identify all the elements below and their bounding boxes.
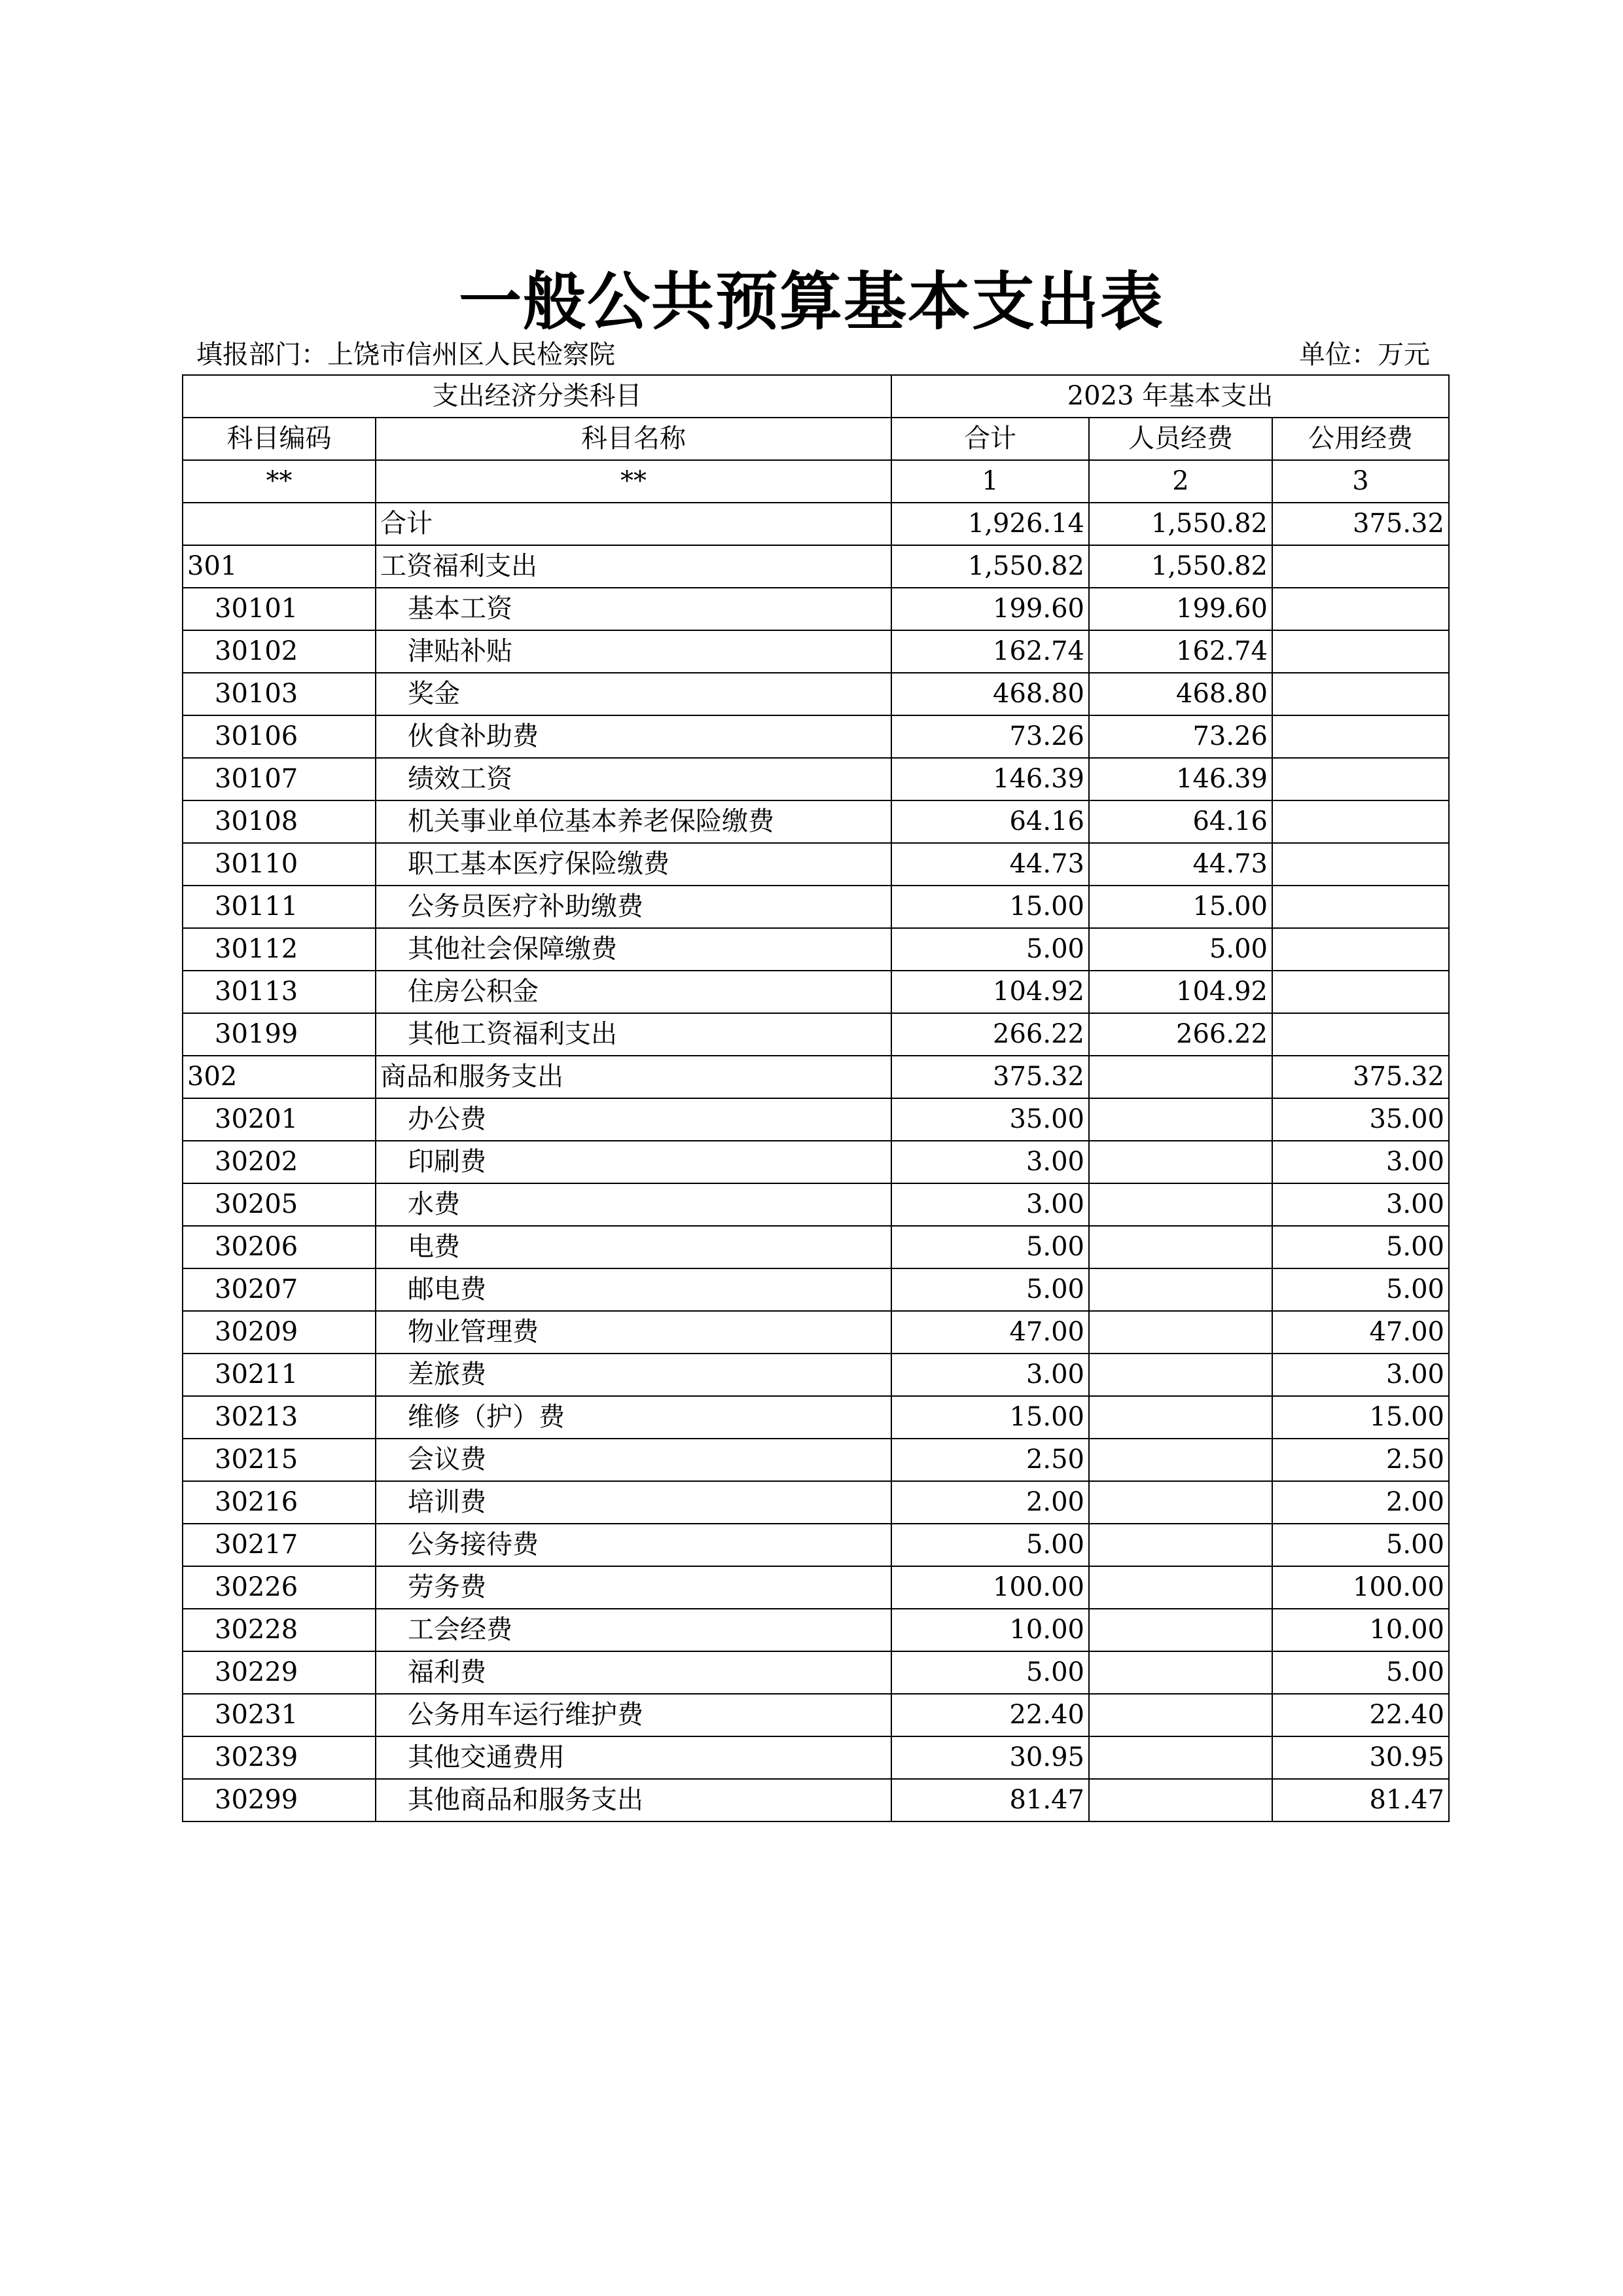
- page-title: 一般公共预算基本支出表: [459, 264, 1164, 338]
- table-row: [183, 1694, 1449, 1736]
- table-row: [183, 1226, 1449, 1268]
- table-row: [183, 1481, 1449, 1524]
- cell-personnel: [1089, 1651, 1272, 1694]
- cell-name: 合计: [376, 503, 891, 545]
- cell-personnel: 199.60: [1089, 588, 1272, 630]
- cell-name: 福利费: [376, 1651, 891, 1694]
- cell-public: [1272, 928, 1449, 971]
- index-code: **: [183, 460, 376, 503]
- cell-personnel: 1,550.82: [1089, 545, 1272, 588]
- cell-total: 47.00: [891, 1311, 1089, 1354]
- table-row: [183, 1524, 1449, 1566]
- cell-code: 30215: [183, 1439, 376, 1481]
- cell-code: 30112: [183, 928, 376, 971]
- table-row: [183, 1141, 1449, 1183]
- cell-personnel: 104.92: [1089, 971, 1272, 1013]
- cell-personnel: 5.00: [1089, 928, 1272, 971]
- currency-unit: 单位：万元: [1299, 340, 1430, 370]
- cell-total: 22.40: [891, 1694, 1089, 1736]
- cell-code: 30217: [183, 1524, 376, 1566]
- cell-public: [1272, 971, 1449, 1013]
- cell-total: 15.00: [891, 1396, 1089, 1439]
- cell-code: 30239: [183, 1736, 376, 1779]
- table-row: [183, 1013, 1449, 1056]
- table-row: [183, 1779, 1449, 1821]
- col-header-total: 合计: [891, 418, 1089, 460]
- cell-personnel: 73.26: [1089, 715, 1272, 758]
- cell-personnel: [1089, 1609, 1272, 1651]
- cell-public: 2.50: [1272, 1439, 1449, 1481]
- cell-code: 30107: [183, 758, 376, 800]
- cell-code: 30231: [183, 1694, 376, 1736]
- cell-total: 15.00: [891, 886, 1089, 928]
- table-row: [183, 1056, 1449, 1098]
- cell-personnel: [1089, 1524, 1272, 1566]
- cell-total: 3.00: [891, 1183, 1089, 1226]
- cell-public: 3.00: [1272, 1183, 1449, 1226]
- cell-name: 培训费: [376, 1481, 891, 1524]
- cell-personnel: 266.22: [1089, 1013, 1272, 1056]
- cell-name: 津贴补贴: [376, 630, 891, 673]
- cell-personnel: [1089, 1056, 1272, 1098]
- cell-name: 奖金: [376, 673, 891, 715]
- cell-total: 266.22: [891, 1013, 1089, 1056]
- cell-public: 35.00: [1272, 1098, 1449, 1141]
- cell-public: 5.00: [1272, 1268, 1449, 1311]
- cell-total: 375.32: [891, 1056, 1089, 1098]
- cell-personnel: [1089, 1226, 1272, 1268]
- table-row: [183, 800, 1449, 843]
- cell-personnel: [1089, 1268, 1272, 1311]
- index-total: 1: [891, 460, 1089, 503]
- table-row: [183, 1609, 1449, 1651]
- cell-name: 绩效工资: [376, 758, 891, 800]
- cell-code: 302: [183, 1056, 376, 1098]
- table-row: [183, 1354, 1449, 1396]
- index-row: [183, 460, 1449, 503]
- header-group-row: [183, 375, 1449, 418]
- table-row: [183, 1396, 1449, 1439]
- table-row: [183, 673, 1449, 715]
- cell-personnel: [1089, 1183, 1272, 1226]
- table-row: [183, 886, 1449, 928]
- category-group-header: 支出经济分类科目: [183, 375, 891, 418]
- col-header-code: 科目编码: [183, 418, 376, 460]
- table-row: [183, 630, 1449, 673]
- cell-name: 机关事业单位基本养老保险缴费: [376, 800, 891, 843]
- cell-code: 30213: [183, 1396, 376, 1439]
- cell-public: [1272, 715, 1449, 758]
- table-row: [183, 1098, 1449, 1141]
- budget-table: [182, 374, 1450, 1822]
- table-row: [183, 758, 1449, 800]
- table-row: [183, 1268, 1449, 1311]
- cell-personnel: [1089, 1396, 1272, 1439]
- cell-name: 电费: [376, 1226, 891, 1268]
- cell-total: 1,926.14: [891, 503, 1089, 545]
- cell-name: 维修（护）费: [376, 1396, 891, 1439]
- table-row: [183, 1183, 1449, 1226]
- filing-unit: 填报部门：上饶市信州区人民检察院: [196, 340, 615, 370]
- cell-personnel: [1089, 1481, 1272, 1524]
- cell-total: 5.00: [891, 928, 1089, 971]
- table-row: [183, 1439, 1449, 1481]
- cell-code: 30201: [183, 1098, 376, 1141]
- cell-total: 5.00: [891, 1268, 1089, 1311]
- cell-total: 64.16: [891, 800, 1089, 843]
- cell-code: 30199: [183, 1013, 376, 1056]
- cell-total: 1,550.82: [891, 545, 1089, 588]
- cell-code: 30202: [183, 1141, 376, 1183]
- cell-total: 3.00: [891, 1141, 1089, 1183]
- cell-name: 其他交通费用: [376, 1736, 891, 1779]
- cell-name: 商品和服务支出: [376, 1056, 891, 1098]
- cell-code: 301: [183, 545, 376, 588]
- cell-code: 30299: [183, 1779, 376, 1821]
- cell-total: 100.00: [891, 1566, 1089, 1609]
- cell-total: 30.95: [891, 1736, 1089, 1779]
- cell-personnel: [1089, 1694, 1272, 1736]
- cell-code: 30206: [183, 1226, 376, 1268]
- table-row: [183, 971, 1449, 1013]
- cell-total: 2.00: [891, 1481, 1089, 1524]
- cell-public: 100.00: [1272, 1566, 1449, 1609]
- cell-code: 30216: [183, 1481, 376, 1524]
- cell-public: 15.00: [1272, 1396, 1449, 1439]
- cell-public: [1272, 886, 1449, 928]
- cell-total: 5.00: [891, 1226, 1089, 1268]
- table-row: [183, 1651, 1449, 1694]
- cell-code: 30207: [183, 1268, 376, 1311]
- cell-personnel: [1089, 1141, 1272, 1183]
- cell-code: 30229: [183, 1651, 376, 1694]
- cell-total: 3.00: [891, 1354, 1089, 1396]
- cell-name: 办公费: [376, 1098, 891, 1141]
- cell-public: [1272, 843, 1449, 886]
- cell-personnel: 146.39: [1089, 758, 1272, 800]
- cell-code: [183, 503, 376, 545]
- cell-name: 劳务费: [376, 1566, 891, 1609]
- table-row: [183, 588, 1449, 630]
- cell-code: 30226: [183, 1566, 376, 1609]
- cell-personnel: [1089, 1566, 1272, 1609]
- cell-personnel: 1,550.82: [1089, 503, 1272, 545]
- cell-total: 146.39: [891, 758, 1089, 800]
- cell-personnel: 64.16: [1089, 800, 1272, 843]
- cell-total: 162.74: [891, 630, 1089, 673]
- cell-name: 基本工资: [376, 588, 891, 630]
- cell-public: 375.32: [1272, 503, 1449, 545]
- cell-public: 5.00: [1272, 1651, 1449, 1694]
- cell-personnel: 44.73: [1089, 843, 1272, 886]
- cell-total: 104.92: [891, 971, 1089, 1013]
- cell-public: 10.00: [1272, 1609, 1449, 1651]
- cell-code: 30211: [183, 1354, 376, 1396]
- cell-code: 30103: [183, 673, 376, 715]
- table-row: [183, 503, 1449, 545]
- cell-public: 30.95: [1272, 1736, 1449, 1779]
- cell-personnel: [1089, 1439, 1272, 1481]
- cell-personnel: [1089, 1354, 1272, 1396]
- col-header-personnel: 人员经费: [1089, 418, 1272, 460]
- cell-name: 工资福利支出: [376, 545, 891, 588]
- cell-public: 2.00: [1272, 1481, 1449, 1524]
- cell-public: [1272, 758, 1449, 800]
- cell-name: 职工基本医疗保险缴费: [376, 843, 891, 886]
- cell-code: 30102: [183, 630, 376, 673]
- cell-code: 30209: [183, 1311, 376, 1354]
- cell-name: 水费: [376, 1183, 891, 1226]
- cell-personnel: [1089, 1098, 1272, 1141]
- cell-name: 物业管理费: [376, 1311, 891, 1354]
- cell-public: 3.00: [1272, 1141, 1449, 1183]
- cell-total: 199.60: [891, 588, 1089, 630]
- cell-personnel: [1089, 1736, 1272, 1779]
- table-row: [183, 715, 1449, 758]
- cell-name: 住房公积金: [376, 971, 891, 1013]
- cell-name: 公务员医疗补助缴费: [376, 886, 891, 928]
- cell-name: 其他商品和服务支出: [376, 1779, 891, 1821]
- cell-code: 30205: [183, 1183, 376, 1226]
- cell-personnel: [1089, 1779, 1272, 1821]
- cell-name: 会议费: [376, 1439, 891, 1481]
- cell-public: 5.00: [1272, 1226, 1449, 1268]
- index-personnel: 2: [1089, 460, 1272, 503]
- index-name: **: [376, 460, 891, 503]
- cell-public: 22.40: [1272, 1694, 1449, 1736]
- cell-code: 30111: [183, 886, 376, 928]
- meta-row: [196, 334, 1430, 370]
- cell-code: 30228: [183, 1609, 376, 1651]
- cell-name: 邮电费: [376, 1268, 891, 1311]
- cell-public: 375.32: [1272, 1056, 1449, 1098]
- cell-code: 30106: [183, 715, 376, 758]
- cell-public: 3.00: [1272, 1354, 1449, 1396]
- cell-public: 5.00: [1272, 1524, 1449, 1566]
- cell-name: 公务用车运行维护费: [376, 1694, 891, 1736]
- index-public: 3: [1272, 460, 1449, 503]
- cell-public: [1272, 545, 1449, 588]
- cell-personnel: 15.00: [1089, 886, 1272, 928]
- cell-name: 印刷费: [376, 1141, 891, 1183]
- column-header-row: [183, 418, 1449, 460]
- table-row: [183, 843, 1449, 886]
- cell-public: [1272, 1013, 1449, 1056]
- cell-name: 其他社会保障缴费: [376, 928, 891, 971]
- table-row: [183, 1736, 1449, 1779]
- cell-total: 10.00: [891, 1609, 1089, 1651]
- col-header-name: 科目名称: [376, 418, 891, 460]
- cell-personnel: 162.74: [1089, 630, 1272, 673]
- cell-total: 468.80: [891, 673, 1089, 715]
- year-group-header: 2023 年基本支出: [891, 375, 1449, 418]
- cell-public: [1272, 588, 1449, 630]
- cell-name: 公务接待费: [376, 1524, 891, 1566]
- table-row: [183, 545, 1449, 588]
- cell-code: 30110: [183, 843, 376, 886]
- cell-total: 73.26: [891, 715, 1089, 758]
- cell-public: [1272, 630, 1449, 673]
- table-row: [183, 1566, 1449, 1609]
- cell-name: 工会经费: [376, 1609, 891, 1651]
- cell-code: 30101: [183, 588, 376, 630]
- cell-code: 30108: [183, 800, 376, 843]
- cell-total: 5.00: [891, 1651, 1089, 1694]
- cell-name: 其他工资福利支出: [376, 1013, 891, 1056]
- cell-public: [1272, 800, 1449, 843]
- cell-personnel: [1089, 1311, 1272, 1354]
- cell-personnel: 468.80: [1089, 673, 1272, 715]
- cell-total: 81.47: [891, 1779, 1089, 1821]
- cell-name: 差旅费: [376, 1354, 891, 1396]
- col-header-public: 公用经费: [1272, 418, 1449, 460]
- cell-total: 44.73: [891, 843, 1089, 886]
- cell-name: 伙食补助费: [376, 715, 891, 758]
- table-row: [183, 928, 1449, 971]
- cell-public: 81.47: [1272, 1779, 1449, 1821]
- cell-public: [1272, 673, 1449, 715]
- cell-total: 5.00: [891, 1524, 1089, 1566]
- cell-total: 2.50: [891, 1439, 1089, 1481]
- cell-total: 35.00: [891, 1098, 1089, 1141]
- cell-public: 47.00: [1272, 1311, 1449, 1354]
- cell-code: 30113: [183, 971, 376, 1013]
- table-row: [183, 1311, 1449, 1354]
